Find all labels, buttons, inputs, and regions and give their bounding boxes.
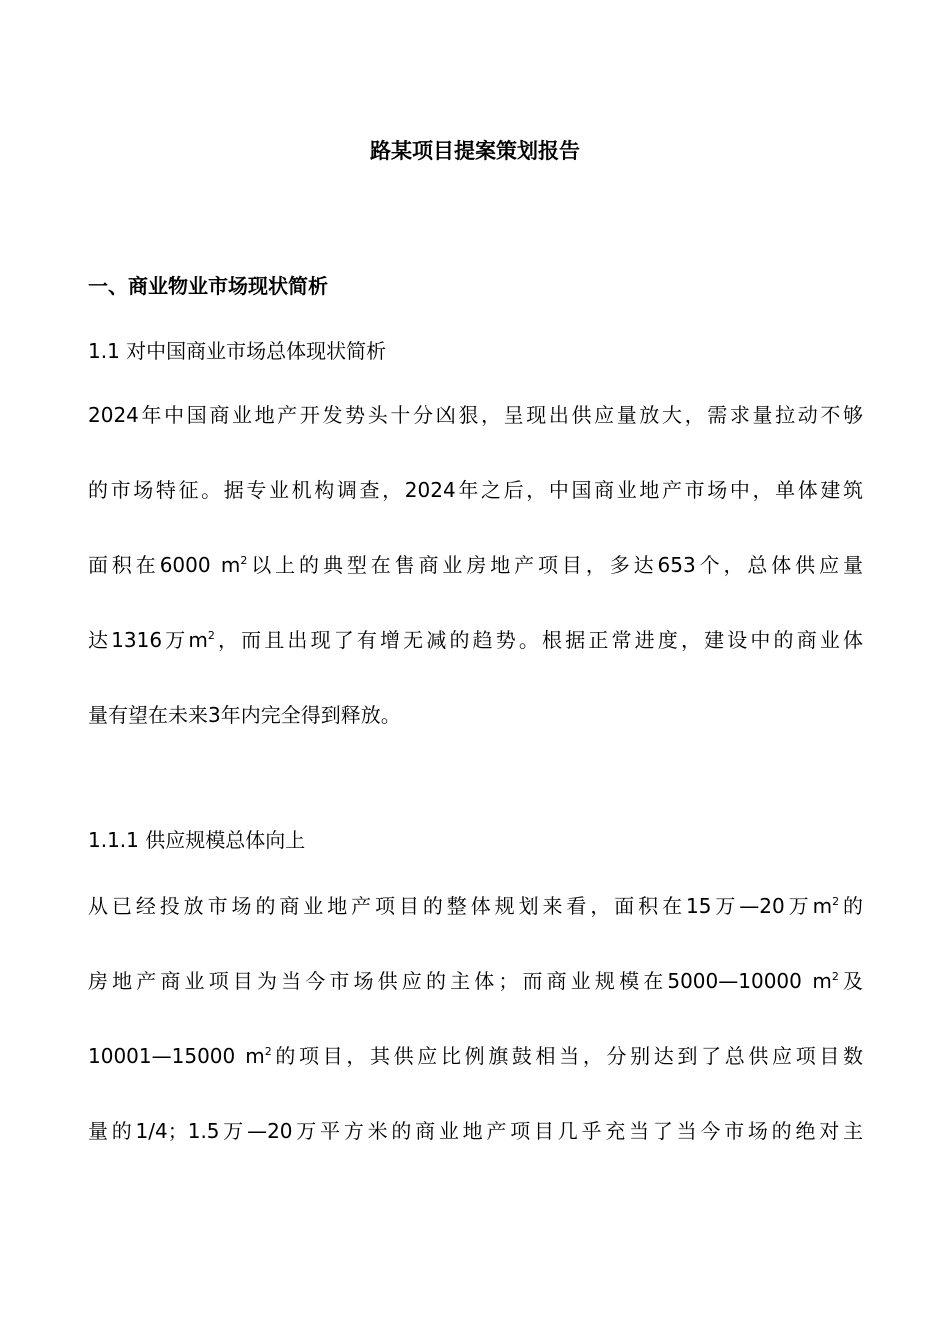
paragraph-line — [88, 966, 863, 1041]
text-run: 达1316万m — [88, 628, 208, 652]
text-run: 10001—15000 m — [88, 1044, 265, 1068]
paragraph-line — [88, 891, 863, 966]
paragraph-line — [88, 1041, 863, 1116]
text-run: 及 — [838, 969, 863, 993]
text-run: 以上的典型在售商业房地产项目，多达653个，总体供应量 — [247, 553, 863, 577]
text-run: 从已经投放市场的商业地产项目的整体规划来看，面积在15万—20万m — [88, 894, 833, 918]
superscript: 2 — [831, 970, 839, 983]
superscript: 2 — [832, 895, 840, 908]
paragraph-line — [88, 550, 863, 625]
superscript: 2 — [240, 554, 248, 567]
paragraph-market-overview — [88, 400, 863, 775]
paragraph-supply-scale — [88, 891, 863, 1191]
text-run: ，而且出现了有增无减的趋势。根据正常进度，建设中的商业体 — [214, 628, 863, 652]
paragraph-line: 量有望在未来3年内完全得到释放。 — [88, 703, 401, 727]
section-heading: 一、商业物业市场现状简析 — [88, 274, 328, 298]
paragraph-line: 量的1/4；1.5万—20万平方米的商业地产项目几乎充当了当今市场的绝对主 — [88, 1119, 863, 1143]
superscript: 2 — [207, 629, 215, 642]
text-run: 的项目，其供应比例旗鼓相当，分别达到了总供应项目数 — [271, 1044, 864, 1068]
paragraph-line — [88, 625, 863, 700]
subsubsection-heading: 1.1.1 供应规模总体向上 — [88, 828, 306, 852]
text-run: 面积在6000 m — [88, 553, 241, 577]
text-run: 房地产商业项目为当今市场供应的主体；而商业规模在5000—10000 m — [88, 969, 832, 993]
paragraph-line: 的市场特征。据专业机构调查，2024年之后，中国商业地产市场中，单体建筑 — [88, 478, 863, 502]
subsection-heading: 1.1 对中国商业市场总体现状简析 — [88, 339, 387, 363]
document-title: 路某项目提案策划报告 — [370, 139, 580, 163]
text-run: 的 — [839, 894, 863, 918]
paragraph-line: 2024年中国商业地产开发势头十分凶狠，呈现出供应量放大，需求量拉动不够 — [88, 403, 863, 427]
superscript: 2 — [264, 1045, 272, 1058]
